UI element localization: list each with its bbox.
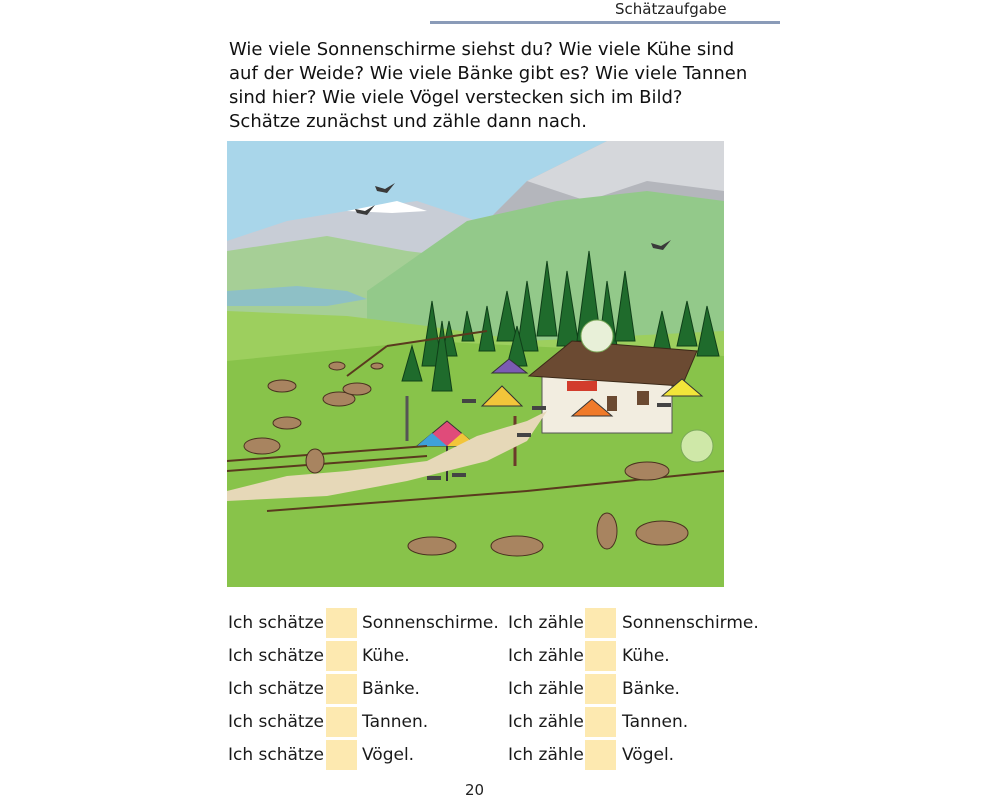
item-noun: Bänke.	[622, 679, 680, 699]
instruction-line: auf der Weide? Wie viele Bänke gibt es? Wie viele Tannen	[229, 63, 748, 84]
instruction-line: sind hier? Wie viele Vögel verstecken sich im Bild?	[229, 87, 683, 108]
item-noun: Kühe.	[622, 646, 670, 666]
item-noun: Kühe.	[362, 646, 410, 666]
estimate-input[interactable]	[326, 707, 357, 737]
estimate-label: Ich schätze	[228, 745, 324, 765]
count-input[interactable]	[585, 674, 616, 704]
count-label: Ich zähle	[508, 745, 584, 765]
alpine-meadow-illustration	[227, 141, 724, 587]
instruction-line: Wie viele Sonnenschirme siehst du? Wie viele Kühe sind	[229, 39, 735, 60]
estimate-input[interactable]	[326, 641, 357, 671]
count-label: Ich zähle	[508, 646, 584, 666]
estimate-label: Ich schätze	[228, 646, 324, 666]
estimate-input[interactable]	[326, 674, 357, 704]
item-noun: Sonnenschirme.	[362, 613, 499, 633]
count-label: Ich zähle	[508, 679, 584, 699]
instruction-line: Schätze zunächst und zähle dann nach.	[229, 111, 587, 132]
header-rule	[430, 21, 780, 24]
count-input[interactable]	[585, 707, 616, 737]
item-noun: Bänke.	[362, 679, 420, 699]
task-instructions	[229, 38, 749, 134]
item-noun: Tannen.	[362, 712, 429, 732]
item-noun: Tannen.	[622, 712, 689, 732]
count-input[interactable]	[585, 608, 616, 638]
estimate-label: Ich schätze	[228, 613, 324, 633]
estimate-label: Ich schätze	[228, 712, 324, 732]
count-label: Ich zähle	[508, 613, 584, 633]
item-noun: Vögel.	[362, 745, 415, 765]
item-noun: Vögel.	[622, 745, 675, 765]
estimate-input[interactable]	[326, 740, 357, 770]
estimate-label: Ich schätze	[228, 679, 324, 699]
count-input[interactable]	[585, 740, 616, 770]
estimate-input[interactable]	[326, 608, 357, 638]
count-input[interactable]	[585, 641, 616, 671]
item-noun: Sonnenschirme.	[622, 613, 759, 633]
count-label: Ich zähle	[508, 712, 584, 732]
section-title: Schätzaufgabe	[615, 0, 727, 18]
page-number: 20	[465, 781, 485, 799]
